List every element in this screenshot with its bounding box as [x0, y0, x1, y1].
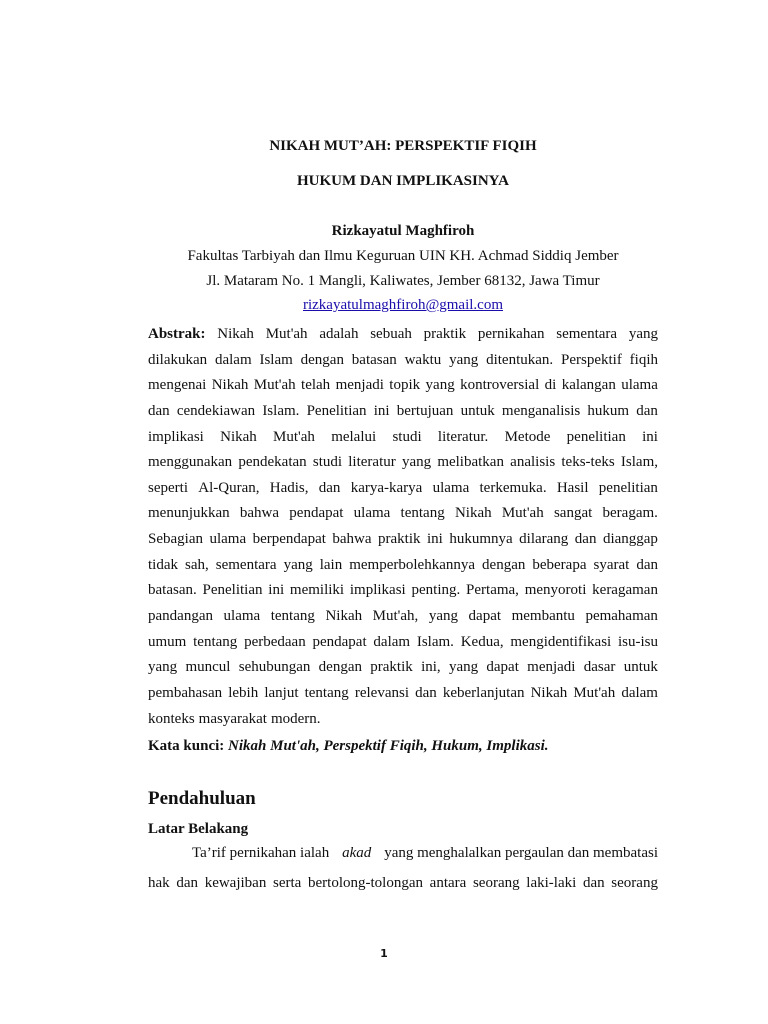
abstract-word: untuk — [623, 659, 658, 676]
abstract-word: Mut'ah — [253, 377, 296, 394]
abstract-word: Mut'ah, — [372, 608, 419, 625]
abstract-word: literatur. — [437, 428, 489, 445]
subsection-heading: Latar Belakang — [148, 821, 249, 837]
abstract-word: kalangan — [561, 377, 616, 394]
abstract-word: Penelitian — [306, 402, 367, 419]
abstract-word: sah, — [185, 556, 209, 573]
abstract-word: Sebagian — [148, 531, 203, 548]
abstract-word: Islam. — [416, 633, 454, 650]
abstract-word: Mut'ah — [501, 505, 544, 522]
abstract-word: dalam — [373, 633, 411, 650]
abstract-word: Mut'ah — [573, 684, 616, 701]
abstract-word: tentang — [400, 505, 445, 522]
abstract-word: Mut'ah — [265, 326, 308, 342]
abstract-word: Perspektif — [561, 351, 622, 368]
abstract-word: sangat — [553, 505, 593, 522]
body-word: seorang — [611, 875, 658, 891]
abstract-word: masyarakat — [198, 710, 267, 727]
abstract-line — [148, 425, 658, 451]
abstract-word: Nikah — [211, 377, 249, 394]
abstract-label: Abstrak: — [148, 326, 206, 342]
body-line-1-italic: akad — [342, 845, 372, 861]
abstract-word: dapat — [486, 659, 519, 676]
abstract-word: ulama — [209, 531, 247, 548]
abstract-word: lain — [319, 556, 343, 573]
abstract-word: ini — [642, 428, 658, 445]
abstract-word: ini — [373, 402, 390, 419]
abstract-line — [148, 399, 658, 425]
abstract-word: ulama — [621, 377, 658, 394]
abstract-word: dalam — [214, 351, 252, 368]
abstract-word: Nikah — [454, 505, 492, 522]
abstract-word: Islam, — [620, 454, 658, 471]
abstract-word: muncul — [185, 659, 231, 676]
abstract-line — [148, 707, 658, 733]
body-word: serta — [273, 875, 302, 891]
body-word: hak — [148, 875, 170, 891]
abstract-word: dengan — [482, 556, 526, 573]
abstract-word: Nikah — [325, 608, 363, 625]
abstract-word: ulama — [432, 479, 470, 496]
abstract-line — [148, 476, 658, 502]
abstract-word: yang — [448, 659, 479, 676]
abstract-word: dianggap — [602, 531, 658, 548]
abstract-word: batasan — [351, 351, 397, 368]
abstract-word: tentang — [270, 608, 315, 625]
abstract-word: dalam — [621, 684, 658, 701]
abstract-word: sementara — [556, 326, 618, 342]
abstract-line — [148, 450, 658, 476]
abstract-block — [148, 322, 658, 732]
abstract-word: yang — [283, 556, 313, 573]
abstract-line — [148, 527, 658, 553]
author-affiliation: Fakultas Tarbiyah dan Ilmu Keguruan UIN KH. Achmad Siddiq Jember — [187, 248, 619, 264]
abstract-line — [148, 655, 658, 681]
abstract-word: Mut'ah — [273, 428, 315, 445]
abstract-line — [148, 322, 658, 348]
body-line-1 — [148, 838, 658, 868]
abstract-word: waktu — [404, 351, 442, 368]
abstract-word: praktik — [370, 659, 413, 676]
abstract-word: literatur — [348, 454, 396, 471]
page-number: 1 — [380, 947, 388, 960]
abstract-word: ini — [268, 582, 285, 599]
abstract-word: dan — [574, 531, 597, 548]
abstract-word: analisis — [510, 454, 556, 471]
abstract-word: pembahasan — [148, 684, 223, 701]
abstract-word: pendapat — [289, 505, 344, 522]
abstract-word: dan — [415, 684, 437, 701]
abstract-word: isu-isu — [617, 633, 658, 650]
body-word: seorang — [472, 875, 520, 891]
abstract-word: dilarang — [519, 531, 569, 548]
abstract-word: bahwa — [332, 531, 372, 548]
abstract-word: hukumnya — [449, 531, 513, 548]
abstract-word: dasar — [583, 659, 616, 676]
abstract-word: ditentukan. — [486, 351, 554, 368]
abstract-word: keragaman — [592, 582, 658, 599]
abstract-word: dengan — [318, 659, 362, 676]
abstract-word: penelitian — [598, 479, 658, 496]
keywords-value: Nikah Mut'ah, Perspektif Fiqih, Hukum, Implikasi. — [228, 738, 549, 754]
abstract-word: Nikah — [217, 326, 254, 342]
abstract-word: melalui — [331, 428, 377, 445]
body-line-1-after: yang menghalalkan pergaulan dan membatasi — [384, 845, 658, 861]
keywords-line — [148, 737, 549, 755]
abstract-word: beberapa — [532, 556, 587, 573]
abstract-word: pendapat — [312, 633, 367, 650]
abstract-word: bahwa — [239, 505, 280, 522]
abstract-word: cendekiawan — [176, 402, 256, 419]
keywords-label: Kata kunci: — [148, 738, 225, 754]
abstract-word: Islam — [259, 351, 293, 368]
abstract-word: memperbolehkannya — [349, 556, 476, 573]
abstract-word: menjadi — [335, 377, 384, 394]
abstract-word: dilakukan — [148, 351, 208, 368]
author-address: Jl. Mataram No. 1 Mangli, Kaliwates, Jember 68132, Jawa Timur — [206, 273, 600, 289]
abstract-word: berpendapat — [252, 531, 326, 548]
abstract-word: kontroversial — [460, 377, 540, 394]
body-line-2 — [148, 868, 658, 898]
abstract-word: praktik — [378, 531, 421, 548]
author-email-link[interactable]: rizkayatulmaghfiroh@gmail.com — [302, 297, 503, 313]
abstract-word: batasan. — [148, 582, 197, 599]
abstract-word: Islam. — [262, 402, 300, 419]
abstract-line — [148, 578, 658, 604]
abstract-word: memiliki — [289, 582, 345, 599]
body-word: dan — [582, 875, 605, 891]
abstract-word: karya-karya — [350, 479, 423, 496]
abstract-word: ini — [427, 531, 443, 548]
abstract-word: pendekatan — [238, 454, 307, 471]
abstract-word: adalah — [319, 326, 359, 342]
abstract-word: pemahaman — [585, 608, 658, 625]
abstract-word: Al-Quran, — [198, 479, 260, 496]
body-line-1-before: Ta’rif pernikahan ialah — [192, 845, 330, 861]
abstract-word: Nikah — [220, 428, 257, 445]
abstract-word: implikasi — [148, 428, 204, 445]
abstract-word: sebuah — [370, 326, 412, 342]
abstract-word: yang — [425, 377, 455, 394]
abstract-line — [148, 604, 658, 630]
abstract-word: menggunakan — [148, 454, 233, 471]
abstract-word: melibatkan — [437, 454, 504, 471]
body-word: dan — [176, 875, 199, 891]
abstract-word: Kedua, — [460, 633, 504, 650]
abstract-word: Metode — [504, 428, 551, 445]
abstract-word: Pertama, — [466, 582, 519, 599]
abstract-word: beragam. — [602, 505, 658, 522]
abstract-line — [148, 553, 658, 579]
abstract-word: seperti — [148, 479, 188, 496]
abstract-word: teks-teks — [561, 454, 615, 471]
abstract-word: dan — [318, 479, 341, 496]
abstract-word: membantu — [511, 608, 575, 625]
abstract-word: telah — [301, 377, 331, 394]
abstract-word: studi — [312, 454, 343, 471]
abstract-word: menyoroti — [524, 582, 587, 599]
body-text — [148, 838, 658, 898]
abstract-word: konteks — [148, 710, 195, 727]
abstract-word: di — [544, 377, 557, 394]
abstract-word: praktik — [423, 326, 467, 342]
abstract-word: mengidentifikasi — [510, 633, 612, 650]
abstract-word: fiqih — [629, 351, 658, 368]
abstract-word: studi — [392, 428, 422, 445]
abstract-word: penting. — [411, 582, 461, 599]
abstract-word: mengenai — [148, 377, 207, 394]
abstract-word: ini, — [421, 659, 441, 676]
abstract-line — [148, 630, 658, 656]
abstract-word: ulama — [353, 505, 391, 522]
abstract-word: relevansi — [354, 684, 409, 701]
abstract-word: ulama — [223, 608, 261, 625]
abstract-word: untuk — [460, 402, 495, 419]
abstract-word: yang — [148, 659, 178, 676]
abstract-word: dapat — [468, 608, 502, 625]
abstract-word: Hasil — [556, 479, 589, 496]
paper-title-line-2: HUKUM DAN IMPLIKASINYA — [297, 173, 509, 189]
abstract-word: dengan — [300, 351, 344, 368]
abstract-word: dan — [148, 402, 170, 419]
abstract-word: yang — [628, 326, 658, 342]
abstract-word: terkemuka. — [479, 479, 547, 496]
body-word: antara — [429, 875, 467, 891]
body-word: bertolong-tolongan — [308, 875, 423, 891]
abstract-word: tidak — [148, 556, 178, 573]
paper-title-line-1: NIKAH MUT’AH: PERSPEKTIF FIQIH — [269, 138, 537, 154]
abstract-word: yang — [401, 454, 432, 471]
abstract-word: yang — [449, 351, 479, 368]
abstract-line — [148, 348, 658, 374]
abstract-word: menunjukkan — [148, 505, 230, 522]
abstract-word: menjadi — [527, 659, 576, 676]
abstract-word: hukum — [587, 402, 630, 419]
abstract-line — [148, 501, 658, 527]
abstract-word: umum — [148, 633, 187, 650]
section-heading: Pendahuluan — [148, 788, 256, 809]
abstract-word: tentang — [304, 684, 349, 701]
abstract-word: dan — [636, 556, 658, 573]
abstract-word: topik — [389, 377, 421, 394]
abstract-word: lebih — [228, 684, 259, 701]
abstract-word: sementara — [215, 556, 277, 573]
body-word: laki-laki — [526, 875, 577, 891]
abstract-word: dan — [636, 402, 658, 419]
abstract-word: perbedaan — [244, 633, 306, 650]
abstract-word: lanjut — [264, 684, 299, 701]
abstract-word: keberlanjutan — [442, 684, 525, 701]
abstract-line — [148, 681, 658, 707]
author-name: Rizkayatul Maghfiroh — [331, 223, 475, 239]
abstract-word: Penelitian — [202, 582, 263, 599]
abstract-line — [148, 373, 658, 399]
abstract-word: implikasi — [349, 582, 406, 599]
abstract-word: modern. — [270, 710, 321, 727]
abstract-word: syarat — [593, 556, 630, 573]
abstract-word: tentang — [193, 633, 238, 650]
body-word: kewajiban — [204, 875, 267, 891]
abstract-word: bertujuan — [396, 402, 454, 419]
abstract-word: pernikahan — [477, 326, 545, 342]
abstract-word: Nikah — [530, 684, 568, 701]
abstract-word: Hadis, — [269, 479, 309, 496]
abstract-word: penelitian — [566, 428, 626, 445]
abstract-word: pandangan — [148, 608, 213, 625]
abstract-word: menganalisis — [501, 402, 581, 419]
abstract-word: sehubungan — [238, 659, 311, 676]
abstract-word: yang — [428, 608, 458, 625]
